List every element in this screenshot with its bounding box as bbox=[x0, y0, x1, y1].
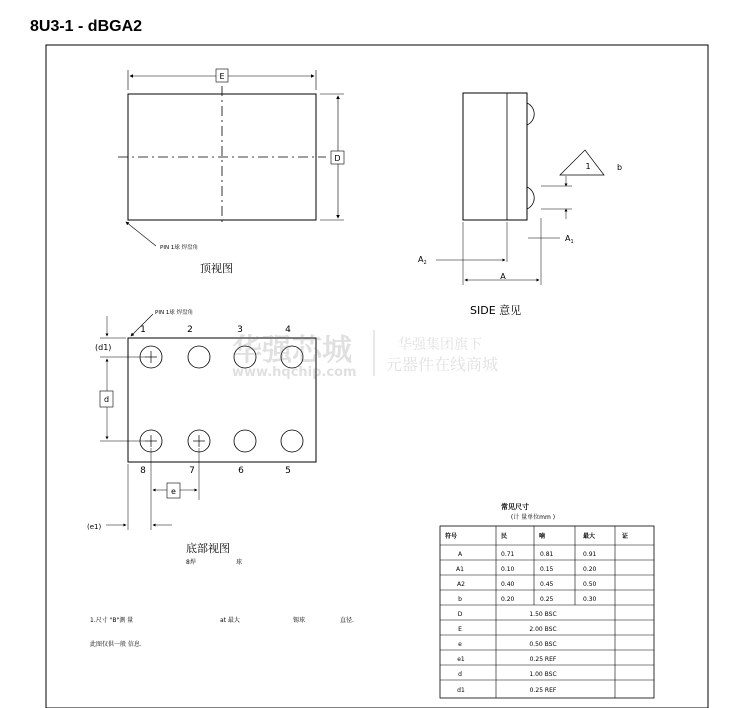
dimension-table bbox=[440, 502, 654, 698]
table-cell: e bbox=[458, 641, 462, 648]
table-cell: 0.40 bbox=[501, 581, 515, 588]
table-cell: 0.25 REF bbox=[529, 656, 557, 663]
table-cell: 2.00 BSC bbox=[529, 626, 557, 633]
top-view bbox=[118, 69, 344, 275]
solder-ball-top bbox=[527, 103, 534, 125]
table-header: 符号 bbox=[445, 533, 458, 540]
table-cell: 0.81 bbox=[540, 551, 554, 558]
side-triangle-label: 1 bbox=[585, 162, 591, 171]
notes bbox=[90, 616, 354, 648]
watermark-url: www.hqchip.com bbox=[232, 365, 357, 380]
watermark bbox=[232, 330, 498, 380]
top-pin-note: PIN 1球 焊盘角 bbox=[160, 245, 199, 251]
note-1b: at 最大 bbox=[220, 617, 240, 624]
bottom-view-caption: 底部视图 bbox=[186, 542, 230, 555]
dim-d1-label: (d1) bbox=[95, 343, 112, 352]
note-1c: 锡球 bbox=[293, 617, 306, 624]
pin-number: 6 bbox=[238, 466, 244, 476]
table-cell: 0.15 bbox=[540, 566, 554, 573]
table-cell: 0.20 bbox=[501, 596, 515, 603]
table-cell: 0.25 REF bbox=[529, 687, 557, 694]
table-cell: 1.00 BSC bbox=[529, 671, 557, 678]
pin-number: 8 bbox=[140, 466, 146, 476]
table-cell: 1.50 BSC bbox=[529, 611, 557, 618]
solder-ball-bottom bbox=[527, 187, 534, 209]
side-a2-label: $A_2$ bbox=[418, 255, 427, 266]
side-view-caption: SIDE 意见 bbox=[470, 304, 522, 317]
side-b-label: b bbox=[617, 163, 623, 172]
table-cell: E bbox=[458, 626, 462, 633]
table-cell: d bbox=[458, 671, 462, 678]
watermark-line2: 元器件在线商城 bbox=[386, 355, 499, 374]
page-title: 8U3-1 - dBGA2 bbox=[30, 18, 143, 35]
solder-ball-2 bbox=[188, 346, 210, 368]
pin-number: 7 bbox=[189, 466, 195, 476]
side-a1-label: $A_1$ bbox=[565, 234, 574, 245]
table-cell: e1 bbox=[457, 656, 465, 663]
table-header: 喃 bbox=[539, 533, 546, 540]
dim-d-label: D bbox=[334, 154, 341, 163]
bottom-sub-right: 球 bbox=[236, 559, 243, 566]
table-cell: 0.45 bbox=[540, 581, 554, 588]
pin-number: 5 bbox=[285, 466, 291, 476]
table-cell: D bbox=[457, 611, 463, 618]
table-cell: 0.30 bbox=[583, 596, 597, 603]
pin-number: 1 bbox=[140, 325, 146, 335]
side-view-body bbox=[463, 93, 527, 220]
table-header: 最大 bbox=[583, 533, 596, 540]
side-view bbox=[418, 93, 622, 317]
watermark-brand: 华强芯城 bbox=[232, 333, 352, 368]
bottom-sub-left: 8焊 bbox=[186, 559, 196, 566]
table-header: 民 bbox=[501, 533, 508, 540]
table-cell: b bbox=[458, 596, 462, 603]
table-title: 常见尺寸 bbox=[501, 503, 529, 511]
table-cell: 0.50 BSC bbox=[529, 641, 557, 648]
table-cell: 0.20 bbox=[583, 566, 597, 573]
solder-ball-5 bbox=[281, 430, 303, 452]
note-1d: 直径. bbox=[340, 617, 354, 624]
pin-number: 2 bbox=[187, 325, 193, 335]
pin-number: 3 bbox=[237, 325, 243, 335]
dim-d-bottom-label: d bbox=[103, 395, 110, 404]
table-cell: 0.25 bbox=[540, 596, 554, 603]
table-cell: 0.71 bbox=[501, 551, 515, 558]
watermark-line1: 华强集团旗下 bbox=[398, 337, 482, 353]
table-cell: 0.50 bbox=[583, 581, 597, 588]
note-1a: 1.尺寸 "B"测 量 bbox=[90, 617, 134, 624]
dim-e-label: E bbox=[219, 72, 225, 81]
table-header: 证 bbox=[622, 533, 629, 540]
table-cell: 0.10 bbox=[501, 566, 515, 573]
dim-e1-label: (e1) bbox=[87, 523, 102, 531]
pin-number: 4 bbox=[285, 325, 291, 335]
solder-ball-6 bbox=[234, 430, 256, 452]
drawing-frame bbox=[46, 45, 708, 708]
table-cell: 0.91 bbox=[583, 551, 597, 558]
table-cell: A2 bbox=[457, 581, 465, 588]
bottom-pin-note: PIN 1球 焊盘角 bbox=[155, 310, 194, 316]
table-cell: A1 bbox=[456, 566, 464, 573]
note-2: 此图仅供一般 信息. bbox=[90, 641, 142, 648]
side-a-label: A bbox=[500, 272, 506, 281]
top-view-caption: 顶视图 bbox=[200, 262, 233, 275]
table-subtitle: (计 量单位mm ) bbox=[510, 514, 556, 521]
table-cell: d1 bbox=[457, 687, 465, 694]
table-cell: A bbox=[457, 551, 463, 558]
dim-e-bottom-label: e bbox=[171, 487, 176, 496]
